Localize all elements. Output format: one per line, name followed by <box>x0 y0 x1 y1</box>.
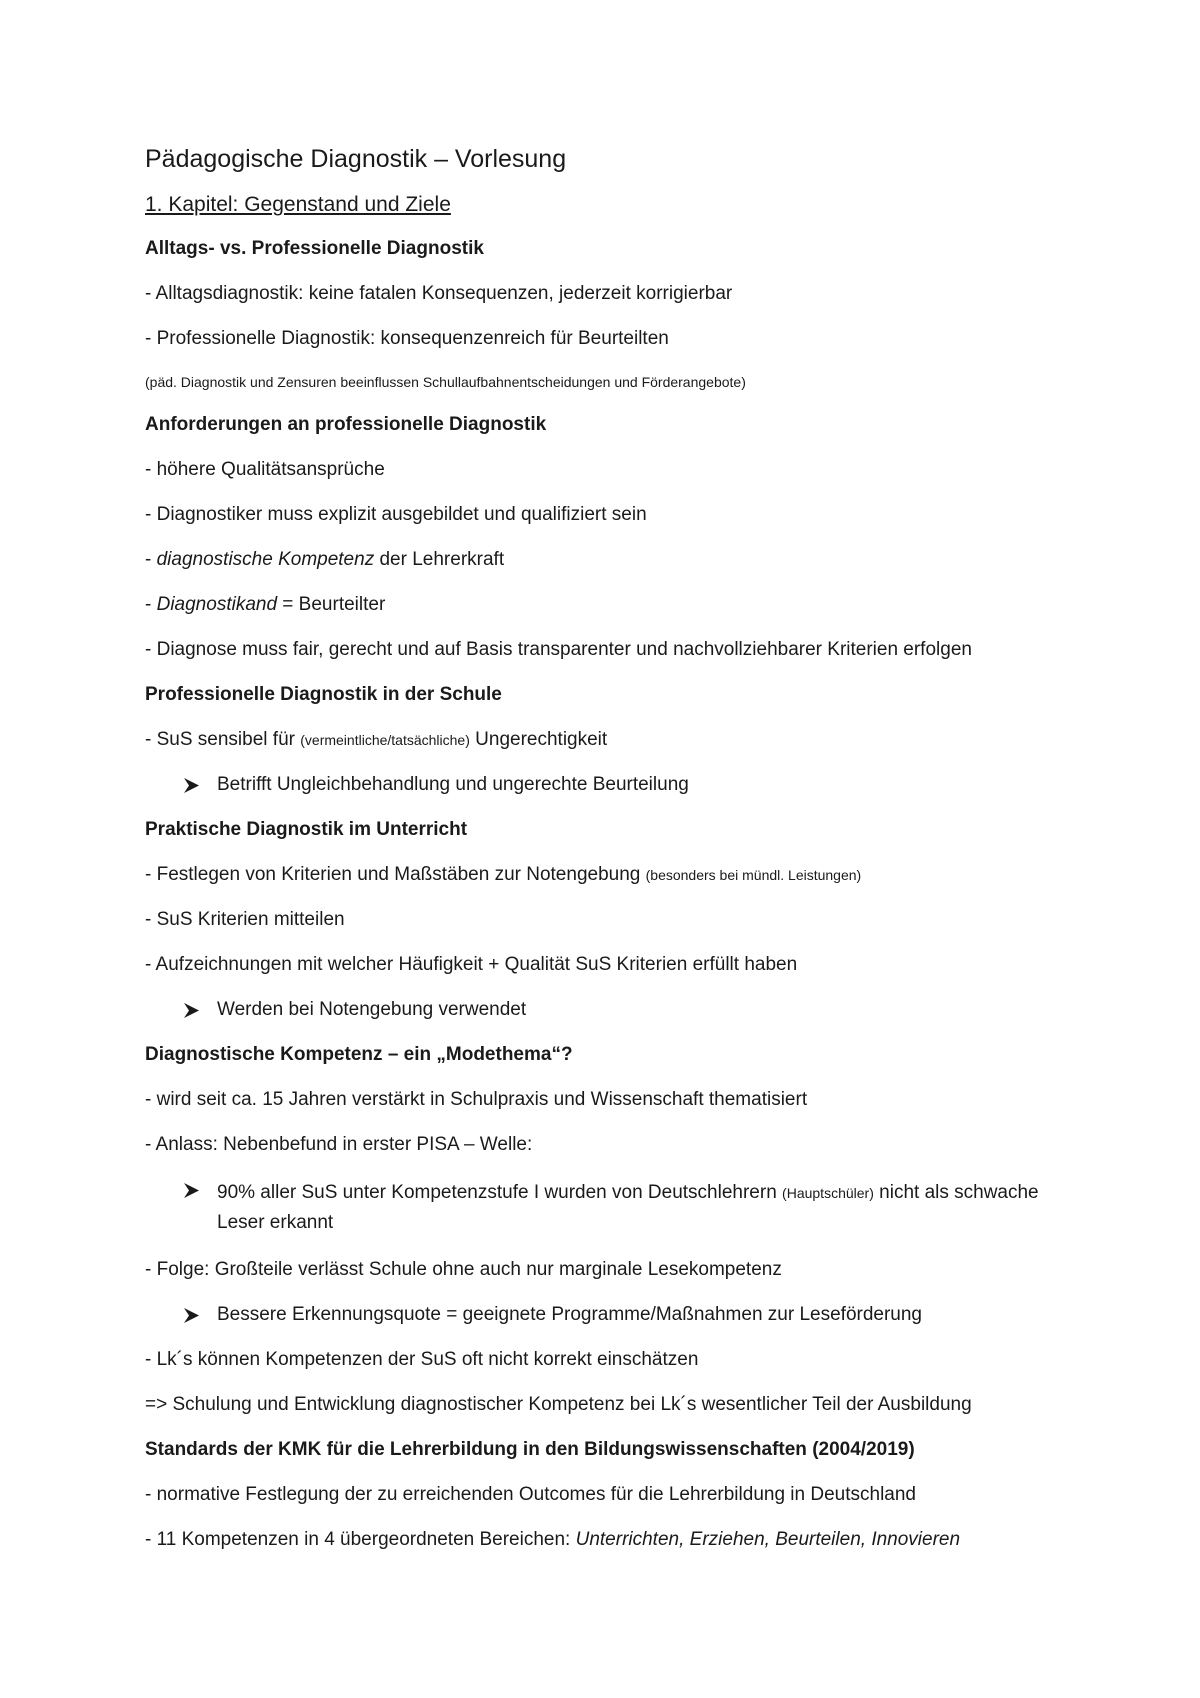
emphasis-text: Unterrichten, Erziehen, Beurteilen, Innovieren <box>575 1529 961 1550</box>
text-line: - Lk´s können Kompetenzen der SuS oft nicht korrekt einschätzen <box>145 1349 699 1370</box>
document-body <box>145 143 1075 1573</box>
arrow-bullet-icon <box>183 777 200 794</box>
section-heading-modethema: Diagnostische Kompetenz – ein „Modethema“? <box>145 1044 573 1065</box>
arrow-bullet-icon <box>183 1307 200 1324</box>
text-line: - höhere Qualitätsansprüche <box>145 459 385 480</box>
section-heading-praktisch: Praktische Diagnostik im Unterricht <box>145 819 468 840</box>
text-line <box>145 1528 1075 1552</box>
small-text: (Hauptschüler) <box>782 1185 874 1201</box>
text-fragment: - 11 Kompetenzen in 4 übergeordneten Bereichen: <box>145 1529 576 1550</box>
arrow-bullet-icon <box>183 1182 200 1199</box>
bullet-text: nicht als schwache Leser erkannt <box>217 1182 1039 1233</box>
section-heading-alltags: Alltags- vs. Professionelle Diagnostik <box>145 238 484 259</box>
text-line: - Diagnose muss fair, gerecht und auf Basis transparenter und nachvollziehbarer Kriterien erfolgen <box>145 639 972 660</box>
text-line: - Professionelle Diagnostik: konsequenzenreich für Beurteilten <box>145 328 669 349</box>
text-line: - Diagnostiker muss explizit ausgebildet und qualifiziert sein <box>145 504 647 525</box>
text-fragment: - SuS sensibel für <box>145 729 301 750</box>
emphasis-text: diagnostische Kompetenz <box>156 549 375 570</box>
arrow-bullet-item <box>145 1178 1047 1237</box>
text-line <box>145 863 1075 887</box>
text-line <box>145 728 1075 752</box>
text-line: - wird seit ca. 15 Jahren verstärkt in Schulpraxis und Wissenschaft thematisiert <box>145 1089 808 1110</box>
arrow-bullet-icon <box>183 1002 200 1019</box>
text-fragment: - <box>145 549 157 570</box>
text-fragment: - Festlegen von Kriterien und Maßstäben zur Notengebung <box>145 864 646 885</box>
text-fragment: = Beurteilter <box>277 594 386 615</box>
section-heading-anforderungen: Anforderungen an professionelle Diagnostik <box>145 414 547 435</box>
text-line <box>145 548 1075 572</box>
arrow-bullet-item <box>145 998 1075 1022</box>
text-fragment: der Lehrerkraft <box>374 549 505 570</box>
section-heading-kmk-standards: Standards der KMK für die Lehrerbildung in den Bildungswissenschaften (2004/2019) <box>145 1439 915 1460</box>
text-line: - Alltagsdiagnostik: keine fatalen Konsequenzen, jederzeit korrigierbar <box>145 283 733 304</box>
bullet-text: Bessere Erkennungsquote = geeignete Programme/Maßnahmen zur Leseförderung <box>217 1304 923 1325</box>
emphasis-text: Diagnostikand <box>156 594 278 615</box>
arrow-bullet-item <box>145 1303 1075 1327</box>
text-line: - normative Festlegung der zu erreichenden Outcomes für die Lehrerbildung in Deutschland <box>145 1484 916 1505</box>
text-line: - Aufzeichnungen mit welcher Häufigkeit + Qualität SuS Kriterien erfüllt haben <box>145 954 798 975</box>
page-title: Pädagogische Diagnostik – Vorlesung <box>145 145 567 173</box>
bullet-text: Betrifft Ungleichbehandlung und ungerechte Beurteilung <box>217 774 689 795</box>
text-fragment: Ungerechtigkeit <box>469 729 608 750</box>
text-line: - SuS Kriterien mitteilen <box>145 909 345 930</box>
bullet-text: 90% aller SuS unter Kompetenzstufe I wurden von Deutschlehrern <box>217 1182 783 1203</box>
text-line: - Folge: Großteile verlässt Schule ohne auch nur marginale Lesekompetenz <box>145 1259 782 1280</box>
text-line: => Schulung und Entwicklung diagnostischer Kompetenz bei Lk´s wesentlicher Teil der Ausbildung <box>145 1394 972 1415</box>
small-text: (besonders bei mündl. Leistungen) <box>645 867 862 883</box>
bullet-text: Werden bei Notengebung verwendet <box>217 999 527 1020</box>
text-fragment: - <box>145 594 157 615</box>
small-text: (vermeintliche/tatsächliche) <box>300 732 470 748</box>
chapter-heading: 1. Kapitel: Gegenstand und Ziele <box>145 193 451 216</box>
section-heading-schule: Professionelle Diagnostik in der Schule <box>145 684 502 705</box>
text-line <box>145 593 1075 617</box>
text-line: - Anlass: Nebenbefund in erster PISA – Welle: <box>145 1134 533 1155</box>
note-line: (päd. Diagnostik und Zensuren beeinflussen Schullaufbahnentscheidungen und Förderangebote) <box>145 374 746 390</box>
arrow-bullet-item <box>145 773 1075 797</box>
